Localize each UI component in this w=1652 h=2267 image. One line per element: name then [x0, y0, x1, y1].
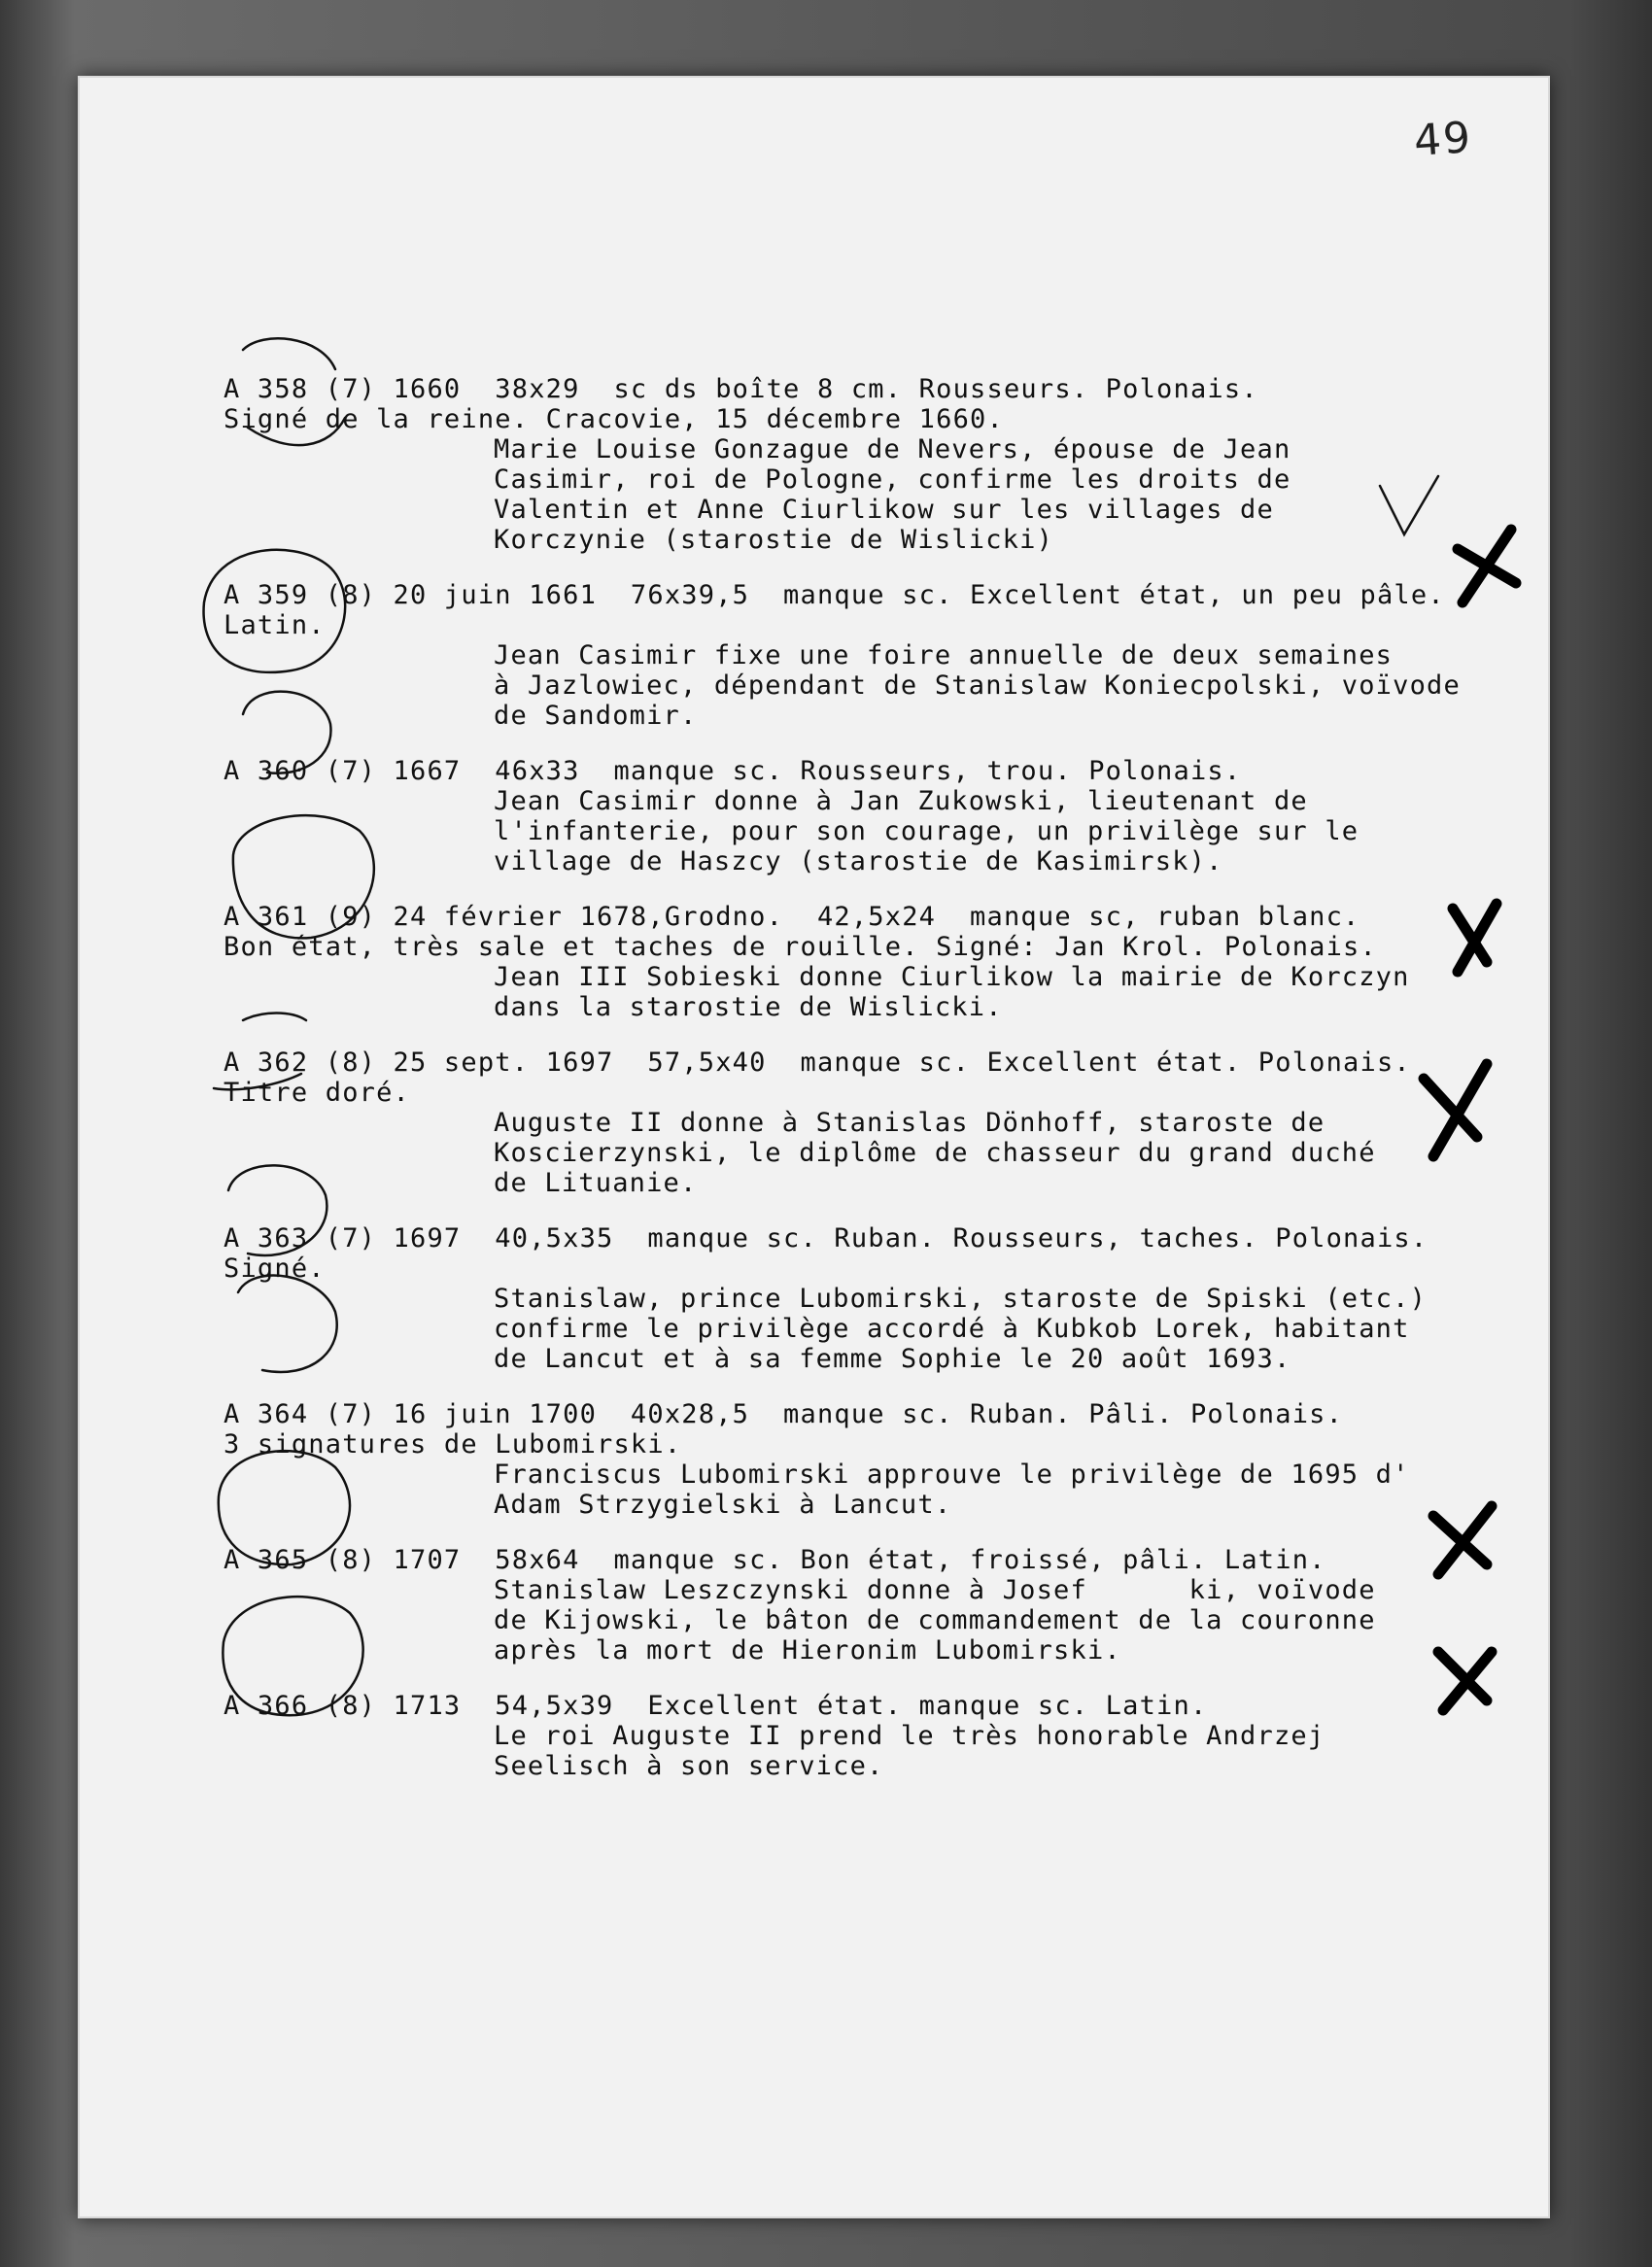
- entry-description-line: de Lituanie.: [494, 1168, 698, 1198]
- entry-description-line: Jean Casimir donne à Jan Zukowski, lieutenant de: [494, 786, 1308, 816]
- entry-description-line: Le roi Auguste II prend le très honorable Andrzej: [494, 1721, 1325, 1751]
- entry-description-line: Marie Louise Gonzague de Nevers, épouse de Jean: [494, 434, 1291, 464]
- entry-description-line: Stanislaw Leszczynski donne à Josef ki, voïvode: [494, 1575, 1376, 1605]
- entry-description-line: Jean Casimir fixe une foire annuelle de deux semaines: [494, 640, 1394, 670]
- catalog-entry: [224, 1048, 1516, 1198]
- entry-description-line: Adam Strzygielski à Lancut.: [494, 1490, 952, 1520]
- entry-description-line: Auguste II donne à Stanislas Dönhoff, staroste de: [494, 1108, 1325, 1138]
- entry-heading-line: 3 signatures de Lubomirski.: [224, 1429, 682, 1460]
- entry-heading-line: Latin.: [224, 610, 326, 640]
- entry-heading-line: Titre doré.: [224, 1078, 411, 1108]
- entry-description-line: après la mort de Hieronim Lubomirski.: [494, 1635, 1121, 1666]
- entry-heading-line: Bon état, très sale et taches de rouille. Signé: Jan Krol. Polonais.: [224, 932, 1377, 962]
- catalog-entry: [224, 1545, 1516, 1666]
- entry-description-line: de Sandomir.: [494, 701, 698, 731]
- entry-description-line: Koscierzynski, le diplôme de chasseur du grand duché: [494, 1138, 1376, 1168]
- entry-heading-line: A 364 (7) 16 juin 1700 40x28,5 manque sc. Ruban. Pâli. Polonais.: [224, 1399, 1344, 1429]
- entry-description-line: confirme le privilège accordé à Kubkob Lorek, habitant: [494, 1314, 1410, 1344]
- entry-description-line: village de Haszcy (starostie de Kasimirsk).: [494, 846, 1223, 876]
- catalog-entry: [224, 374, 1516, 555]
- entry-heading-line: A 362 (8) 25 sept. 1697 57,5x40 manque sc. Excellent état. Polonais.: [224, 1048, 1411, 1078]
- page-number: 49: [1412, 112, 1474, 167]
- catalog-entry: [224, 756, 1516, 876]
- entry-description-line: de Lancut et à sa femme Sophie le 20 août 1693.: [494, 1344, 1291, 1374]
- catalog-entry: [224, 1691, 1516, 1781]
- entry-description-line: l'infanterie, pour son courage, un privilège sur le: [494, 816, 1359, 846]
- entry-description-line: Korczynie (starostie de Wislicki): [494, 525, 1054, 555]
- entry-description-line: Valentin et Anne Ciurlikow sur les villages de: [494, 495, 1274, 525]
- entry-heading-line: A 360 (7) 1667 46x33 manque sc. Rousseurs, trou. Polonais.: [224, 756, 1242, 786]
- entry-description-line: Franciscus Lubomirski approuve le privilège de 1695 d': [494, 1460, 1410, 1490]
- entry-description-line: de Kijowski, le bâton de commandement de la couronne: [494, 1605, 1376, 1635]
- entry-heading-line: Signé.: [224, 1254, 326, 1284]
- entry-heading-line: A 358 (7) 1660 38x29 sc ds boîte 8 cm. Rousseurs. Polonais.: [224, 374, 1258, 404]
- catalog-entry: [224, 902, 1516, 1022]
- entry-description-line: dans la starostie de Wislicki.: [494, 992, 1003, 1022]
- entry-description-line: Casimir, roi de Pologne, confirme les droits de: [494, 464, 1291, 495]
- entry-heading-line: A 359 (8) 20 juin 1661 76x39,5 manque sc. Excellent état, un peu pâle.: [224, 580, 1445, 610]
- catalog-entry: [224, 580, 1516, 731]
- entry-heading-line: Signé de la reine. Cracovie, 15 décembre 1660.: [224, 404, 1004, 434]
- entry-description-line: Stanislaw, prince Lubomirski, staroste de Spiski (etc.): [494, 1284, 1428, 1314]
- entry-heading-line: A 361 (9) 24 février 1678,Grodno. 42,5x24 manque sc, ruban blanc.: [224, 902, 1360, 932]
- entry-description-line: Seelisch à son service.: [494, 1751, 884, 1781]
- catalog-entries: [224, 374, 1516, 1806]
- entry-description-line: à Jazlowiec, dépendant de Stanislaw Koniecpolski, voïvode: [494, 670, 1461, 701]
- entry-heading-line: A 366 (8) 1713 54,5x39 Excellent état. manque sc. Latin.: [224, 1691, 1208, 1721]
- catalog-entry: [224, 1399, 1516, 1520]
- entry-heading-line: A 363 (7) 1697 40,5x35 manque sc. Ruban. Rousseurs, taches. Polonais.: [224, 1223, 1428, 1254]
- catalog-entry: [224, 1223, 1516, 1374]
- entry-description-line: Jean III Sobieski donne Ciurlikow la mairie de Korczyn: [494, 962, 1410, 992]
- entry-heading-line: A 365 (8) 1707 58x64 manque sc. Bon état, froissé, pâli. Latin.: [224, 1545, 1326, 1575]
